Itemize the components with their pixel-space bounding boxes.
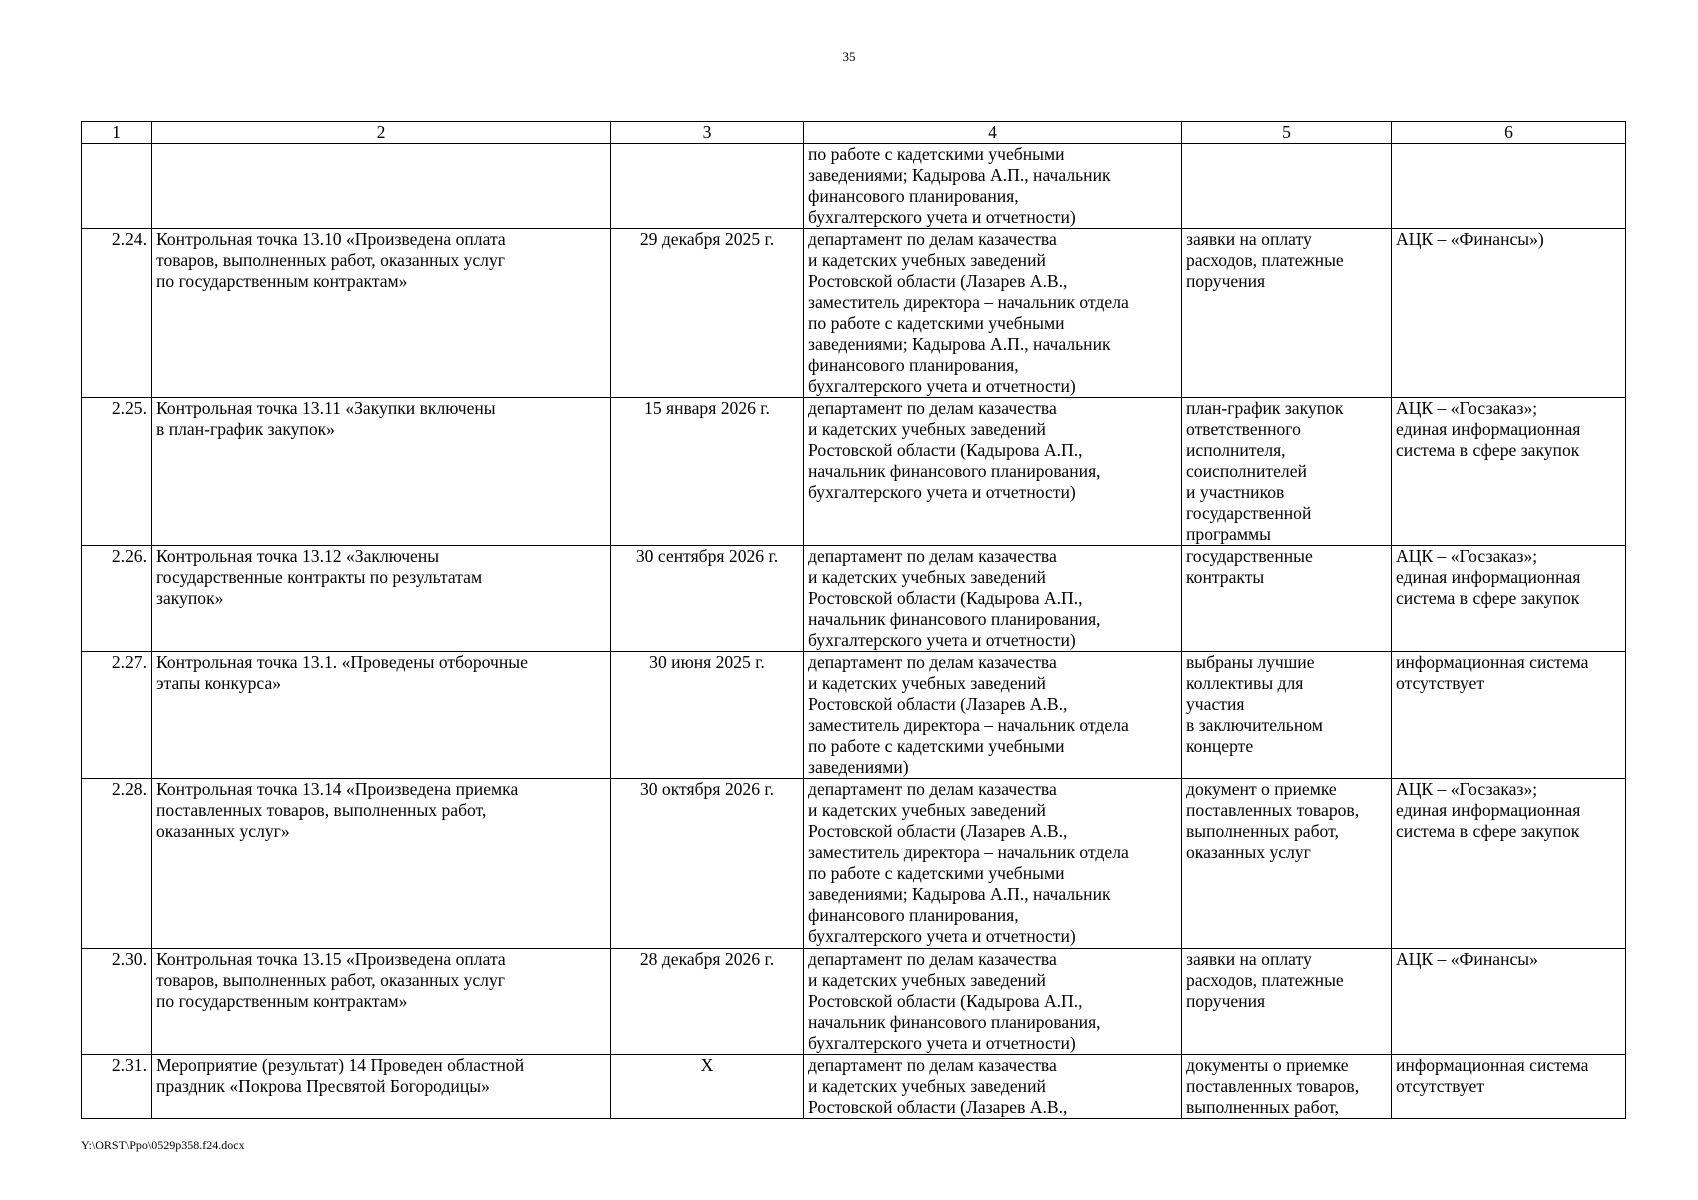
row-number-cell: 2.24. [82,229,152,398]
row-number-cell [82,144,152,229]
table-row [82,949,1626,1055]
column-header: 3 [611,122,804,144]
result-document-cell: план-график закупок ответственного исполнителя, соисполнителей и участников государственной программы [1182,398,1392,546]
responsible-party-cell: департамент по делам казачества и кадетских учебных заведений Ростовской области (Кадырова А.П., начальник финансового планирования, бухгалтерского учета и отчетности) [804,949,1182,1055]
row-number-cell: 2.26. [82,546,152,652]
result-document-cell: документы о приемке поставленных товаров, выполненных работ, [1182,1055,1392,1119]
event-name-cell: Контрольная точка 13.11 «Закупки включены в план-график закупок» [152,398,611,546]
table-row [82,398,1626,546]
due-date-cell: 29 декабря 2025 г. [611,229,804,398]
column-header: 2 [152,122,611,144]
table-row [82,1055,1626,1119]
responsible-party-cell: департамент по делам казачества и кадетских учебных заведений Ростовской области (Лазарев А.В., заместитель директора – начальник отдела по работе с кадетскими учебными заведениями; Кадырова А.П., начальник финансового планирования, бухгалтерского учета и отчетности) [804,779,1182,949]
information-system-cell: АЦК – «Госзаказ»; единая информационная система в сфере закупок [1392,779,1626,949]
due-date-cell: 15 января 2026 г. [611,398,804,546]
event-name-cell: Контрольная точка 13.1. «Проведены отборочные этапы конкурса» [152,652,611,779]
information-system-cell: АЦК – «Госзаказ»; единая информационная система в сфере закупок [1392,546,1626,652]
responsible-party-cell: департамент по делам казачества и кадетских учебных заведений Ростовской области (Лазарев А.В., заместитель директора – начальник отдела по работе с кадетскими учебными заведениями) [804,652,1182,779]
responsible-party-cell: департамент по делам казачества и кадетских учебных заведений Ростовской области (Лазарев А.В., [804,1055,1182,1119]
document-table [81,121,1626,1119]
event-name-cell: Контрольная точка 13.15 «Произведена оплата товаров, выполненных работ, оказанных услуг по государственным контрактам» [152,949,611,1055]
information-system-cell: АЦК – «Финансы») [1392,229,1626,398]
event-name-cell: Мероприятие (результат) 14 Проведен областной праздник «Покрова Пресвятой Богородицы» [152,1055,611,1119]
row-number-cell: 2.31. [82,1055,152,1119]
result-document-cell [1182,144,1392,229]
table-header-row [82,122,1626,144]
responsible-party-cell: департамент по делам казачества и кадетских учебных заведений Ростовской области (Кадырова А.П., начальник финансового планирования, бухгалтерского учета и отчетности) [804,398,1182,546]
table-row [82,144,1626,229]
file-path-footer: Y:\ORST\Ppo\0529p358.f24.docx [81,1138,245,1152]
column-header: 4 [804,122,1182,144]
due-date-cell: 30 октября 2026 г. [611,779,804,949]
row-number-cell: 2.28. [82,779,152,949]
column-header: 6 [1392,122,1626,144]
due-date-cell: 30 сентября 2026 г. [611,546,804,652]
due-date-cell: 28 декабря 2026 г. [611,949,804,1055]
due-date-cell: 30 июня 2025 г. [611,652,804,779]
event-name-cell [152,144,611,229]
event-name-cell: Контрольная точка 13.14 «Произведена приемка поставленных товаров, выполненных работ, оказанных услуг» [152,779,611,949]
column-header: 5 [1182,122,1392,144]
result-document-cell: заявки на оплату расходов, платежные поручения [1182,229,1392,398]
table-row [82,779,1626,949]
information-system-cell: информационная система отсутствует [1392,652,1626,779]
event-name-cell: Контрольная точка 13.10 «Произведена оплата товаров, выполненных работ, оказанных услуг по государственным контрактам» [152,229,611,398]
page-number: 35 [842,49,856,64]
information-system-cell [1392,144,1626,229]
result-document-cell: документ о приемке поставленных товаров, выполненных работ, оказанных услуг [1182,779,1392,949]
responsible-party-cell: по работе с кадетскими учебными заведениями; Кадырова А.П., начальник финансового планирования, бухгалтерского учета и отчетности) [804,144,1182,229]
responsible-party-cell: департамент по делам казачества и кадетских учебных заведений Ростовской области (Лазарев А.В., заместитель директора – начальник отдела по работе с кадетскими учебными заведениями; Кадырова А.П., начальник финансового планирования, бухгалтерского учета и отчетности) [804,229,1182,398]
due-date-cell [611,144,804,229]
result-document-cell: выбраны лучшие коллективы для участия в заключительном концерте [1182,652,1392,779]
table-row [82,652,1626,779]
table-row [82,546,1626,652]
due-date-cell: Х [611,1055,804,1119]
row-number-cell: 2.27. [82,652,152,779]
table-row [82,229,1626,398]
information-system-cell: АЦК – «Финансы» [1392,949,1626,1055]
information-system-cell: информационная система отсутствует [1392,1055,1626,1119]
row-number-cell: 2.25. [82,398,152,546]
result-document-cell: заявки на оплату расходов, платежные поручения [1182,949,1392,1055]
responsible-party-cell: департамент по делам казачества и кадетских учебных заведений Ростовской области (Кадырова А.П., начальник финансового планирования, бухгалтерского учета и отчетности) [804,546,1182,652]
column-header: 1 [82,122,152,144]
information-system-cell: АЦК – «Госзаказ»; единая информационная система в сфере закупок [1392,398,1626,546]
row-number-cell: 2.30. [82,949,152,1055]
event-name-cell: Контрольная точка 13.12 «Заключены государственные контракты по результатам закупок» [152,546,611,652]
result-document-cell: государственные контракты [1182,546,1392,652]
